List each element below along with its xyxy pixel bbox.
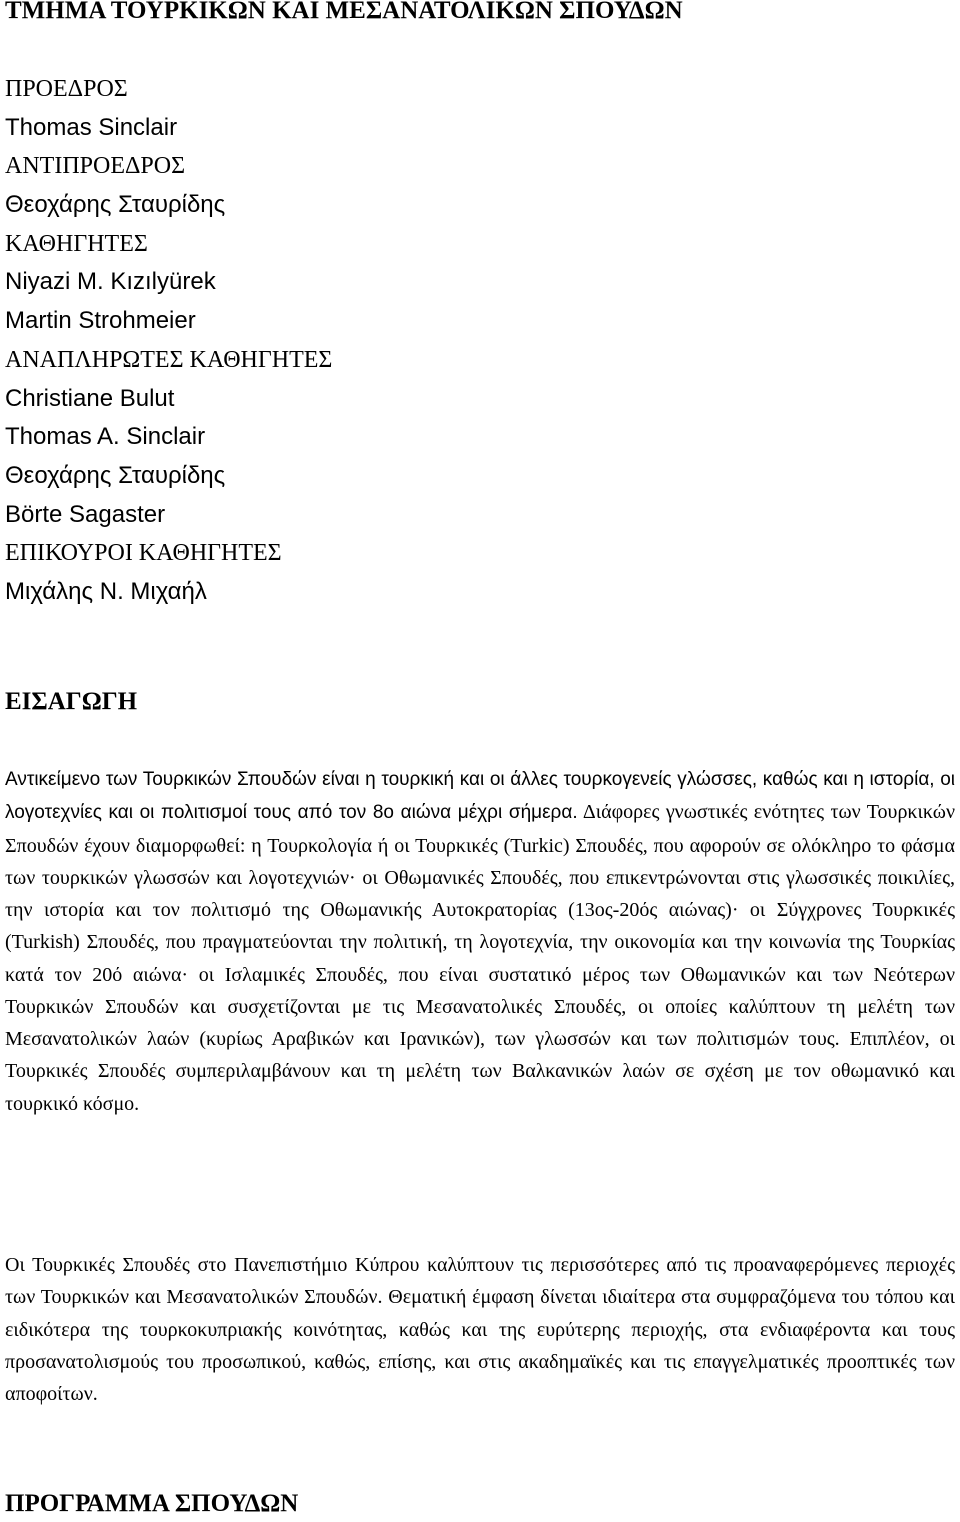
- professor-name: Martin Strohmeier: [5, 307, 196, 335]
- vice-president-name: Θεοχάρης Σταυρίδης: [5, 191, 226, 219]
- associate-professor-name: Thomas A. Sinclair: [5, 423, 206, 451]
- department-title: ΤΜΗΜΑ ΤΟΥΡΚΙΚΩΝ ΚΑΙ ΜΕΣΑΝΑΤΟΛΙΚΩΝ ΣΠΟΥΔΩΝ: [5, 0, 683, 24]
- president-label: ΠΡΟΕΔΡΟΣ: [5, 76, 128, 102]
- introduction-first-sentence: Αντικείμενο των Τουρκικών Σπουδών είναι η τουρκική και οι άλλες τουρκογενείς γλώσσες, καθώς και η ιστορία, οι λογοτεχνίες και οι πολιτισμοί τους από τον 8ο αιώνα μέχρι σήμερα.: [5, 769, 955, 824]
- associate-professor-name: Börte Sagaster: [5, 500, 166, 528]
- president-name: Thomas Sinclair: [5, 113, 178, 141]
- introduction-paragraph-2: Οι Τουρκικές Σπουδές στο Πανεπιστήμιο Κύπρου καλύπτουν τις περισσότερες από τις προαναφερόμενες περιοχές των Τουρκικών και Μεσανατολικών Σπουδών. Θεματική έμφαση δίνεται ιδιαίτερα στα συμφραζόμενα του τόπου και ειδικότερα της τουρκοκυπριακής κοινότητας, καθώς και της ευρύτερης περιοχής, στα ενδιαφέροντα και τους προσανατολισμούς του προσωπικού, καθώς, επίσης, και στις ακαδημαϊκές και τις επαγγελματικές προοπτικές των αποφοίτων.: [5, 1254, 955, 1405]
- associate-professors-label: ΑΝΑΠΛΗΡΩΤΕΣ ΚΑΘΗΓΗΤΕΣ: [5, 346, 333, 373]
- associate-professor-name: Θεοχάρης Σταυρίδης: [5, 461, 226, 489]
- professor-name: Niyazi M. Kızılyürek: [5, 268, 216, 296]
- introduction-paragraph-1: [5, 763, 955, 1120]
- assistant-professors-label: ΕΠΙΚΟΥΡΟΙ ΚΑΘΗΓΗΤΕΣ: [5, 540, 282, 567]
- introduction-paragraph-1-body: Διάφορες γνωστικές ενότητες των Τουρκικών Σπουδών έχουν διαμορφωθεί: η Τουρκολογία ή οι Τουρκικές (Turkic) Σπουδές, που αφορούν σε ολόκληρο το φάσμα των τουρκικών γλωσσών και λογοτεχνιών· οι Οθωμανικές Σπουδές, που επικεντρώνονται στις γλωσσικές ποικιλίες, την ιστορία και τον πολιτισμό της Οθωμανικής Αυτοκρατορίας (13ος-20ός αιώνας)· οι Σύγχρονες Τουρκικές (Turkish) Σπουδές, που πραγματεύονται την πολιτική, τη λογοτεχνία, την οικονομία και την κοινωνία της Τουρκίας κατά τον 20ό αιώνα· οι Ισλαμικές Σπουδές, που είναι συστατικό μέρος των Οθωμανικών και των Νεότερων Τουρκικών Σπουδών και συσχετίζονται με τις Μεσανατολικές Σπουδές, οι οποίες καλύπτουν τη μελέτη των Μεσανατολικών λαών (κυρίως Αραβικών και Ιρανικών), των γλωσσών και των πολιτισμών τους. Επιπλέον, οι Τουρκικές Σπουδές συμπεριλαμβάνουν και τη μελέτη των Βαλκανικών λαών σε σχέση με τον οθωμανικό και τουρκικό κόσμο.: [5, 801, 955, 1115]
- associate-professor-name: Christiane Bulut: [5, 384, 175, 412]
- vice-president-label: ΑΝΤΙΠΡΟΕΔΡΟΣ: [5, 153, 186, 180]
- program-heading: ΠΡΟΓΡΑΜΜΑ ΣΠΟΥΔΩΝ: [5, 1490, 299, 1517]
- introduction-heading: ΕΙΣΑΓΩΓΗ: [5, 688, 138, 715]
- professors-label: ΚΑΘΗΓΗΤΕΣ: [5, 230, 148, 257]
- staff-list: [5, 70, 905, 612]
- assistant-professor-name: Μιχάλης Ν. Μιχαήλ: [5, 577, 207, 605]
